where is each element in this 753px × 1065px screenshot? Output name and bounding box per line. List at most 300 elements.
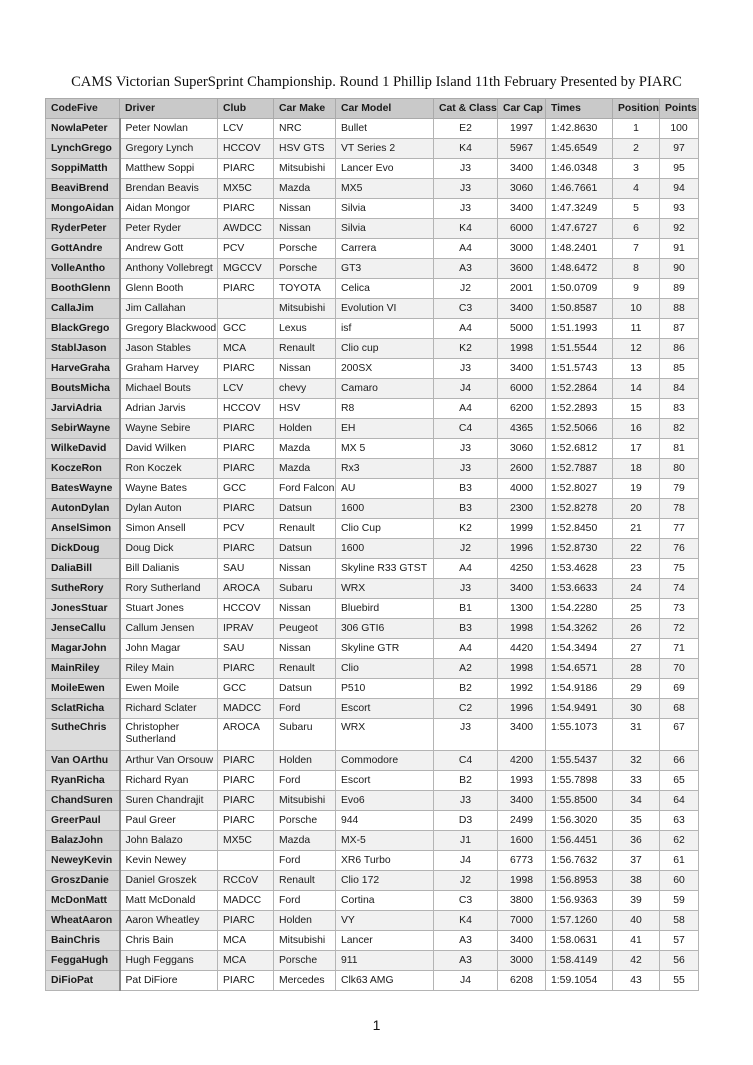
cell-car-make: Nissan	[274, 599, 336, 619]
cell-car-model: 944	[336, 811, 434, 831]
cell-car-cap: 1997	[498, 119, 546, 139]
cell-time: 1:58.4149	[546, 951, 613, 971]
cell-cat-class: C3	[434, 299, 498, 319]
cell-car-cap: 6000	[498, 219, 546, 239]
cell-driver: Chris Bain	[120, 931, 218, 951]
cell-time: 1:47.3249	[546, 199, 613, 219]
table-row	[46, 479, 699, 499]
column-header-cat-class: Cat & Class	[434, 99, 498, 119]
cell-club: PIARC	[218, 811, 274, 831]
cell-time: 1:55.8500	[546, 791, 613, 811]
cell-driver: Riley Main	[120, 659, 218, 679]
cell-car-cap: 3400	[498, 791, 546, 811]
cell-cat-class: C4	[434, 419, 498, 439]
cell-time: 1:55.1073	[546, 719, 613, 751]
cell-time: 1:52.7887	[546, 459, 613, 479]
table-row	[46, 259, 699, 279]
cell-time: 1:56.4451	[546, 831, 613, 851]
cell-position: 17	[613, 439, 660, 459]
cell-points: 80	[660, 459, 699, 479]
cell-position: 15	[613, 399, 660, 419]
cell-car-cap: 1999	[498, 519, 546, 539]
cell-club: PCV	[218, 519, 274, 539]
cell-club: PCV	[218, 239, 274, 259]
cell-driver: Stuart Jones	[120, 599, 218, 619]
cell-codefive: MongoAidan	[46, 199, 120, 219]
cell-car-make: Subaru	[274, 579, 336, 599]
cell-points: 68	[660, 699, 699, 719]
table-row	[46, 159, 699, 179]
cell-points: 93	[660, 199, 699, 219]
cell-driver: Aidan Mongor	[120, 199, 218, 219]
cell-car-make: TOYOTA	[274, 279, 336, 299]
cell-club: SAU	[218, 639, 274, 659]
cell-position: 20	[613, 499, 660, 519]
cell-club: PIARC	[218, 499, 274, 519]
cell-driver: Brendan Beavis	[120, 179, 218, 199]
cell-position: 29	[613, 679, 660, 699]
cell-club	[218, 851, 274, 871]
cell-cat-class: K2	[434, 339, 498, 359]
table-row	[46, 399, 699, 419]
cell-driver: John Balazo	[120, 831, 218, 851]
table-row	[46, 911, 699, 931]
cell-driver: Matt McDonald	[120, 891, 218, 911]
cell-car-model: AU	[336, 479, 434, 499]
cell-car-model: MX-5	[336, 831, 434, 851]
table-row	[46, 851, 699, 871]
cell-car-model: Evo6	[336, 791, 434, 811]
table-row	[46, 679, 699, 699]
cell-driver: Richard Sclater	[120, 699, 218, 719]
cell-car-cap: 2001	[498, 279, 546, 299]
cell-car-cap: 3800	[498, 891, 546, 911]
results-body	[46, 119, 699, 991]
table-row	[46, 519, 699, 539]
cell-car-model: MX5	[336, 179, 434, 199]
table-row	[46, 499, 699, 519]
cell-cat-class: K2	[434, 519, 498, 539]
cell-position: 18	[613, 459, 660, 479]
cell-cat-class: B3	[434, 619, 498, 639]
cell-time: 1:59.1054	[546, 971, 613, 991]
cell-codefive: BoutsMicha	[46, 379, 120, 399]
table-row	[46, 339, 699, 359]
cell-car-cap: 1998	[498, 659, 546, 679]
cell-points: 77	[660, 519, 699, 539]
cell-points: 87	[660, 319, 699, 339]
cell-car-make: Mazda	[274, 459, 336, 479]
cell-codefive: StablJason	[46, 339, 120, 359]
cell-car-cap: 3400	[498, 199, 546, 219]
cell-position: 26	[613, 619, 660, 639]
cell-points: 65	[660, 771, 699, 791]
cell-car-cap: 1600	[498, 831, 546, 851]
cell-car-cap: 3400	[498, 159, 546, 179]
cell-points: 88	[660, 299, 699, 319]
cell-car-cap: 1992	[498, 679, 546, 699]
cell-position: 2	[613, 139, 660, 159]
table-row	[46, 931, 699, 951]
table-row	[46, 199, 699, 219]
cell-car-cap: 6208	[498, 971, 546, 991]
cell-driver: David Wilken	[120, 439, 218, 459]
cell-car-model: 1600	[336, 539, 434, 559]
cell-driver: Rory Sutherland	[120, 579, 218, 599]
cell-codefive: FeggaHugh	[46, 951, 120, 971]
cell-codefive: MoileEwen	[46, 679, 120, 699]
cell-position: 37	[613, 851, 660, 871]
table-row	[46, 419, 699, 439]
cell-cat-class: D3	[434, 811, 498, 831]
cell-cat-class: J3	[434, 359, 498, 379]
cell-club: LCV	[218, 379, 274, 399]
cell-car-make: Porsche	[274, 239, 336, 259]
cell-time: 1:52.8278	[546, 499, 613, 519]
cell-time: 1:55.5437	[546, 751, 613, 771]
cell-car-cap: 1300	[498, 599, 546, 619]
cell-car-model: Skyline R33 GTST	[336, 559, 434, 579]
cell-car-model: Escort	[336, 699, 434, 719]
cell-car-cap: 2300	[498, 499, 546, 519]
column-header-car-model: Car Model	[336, 99, 434, 119]
cell-codefive: KoczeRon	[46, 459, 120, 479]
cell-car-model: WRX	[336, 579, 434, 599]
cell-time: 1:54.9491	[546, 699, 613, 719]
cell-car-cap: 1998	[498, 871, 546, 891]
cell-position: 38	[613, 871, 660, 891]
cell-driver: Ron Koczek	[120, 459, 218, 479]
cell-position: 9	[613, 279, 660, 299]
cell-points: 63	[660, 811, 699, 831]
cell-codefive: BalazJohn	[46, 831, 120, 851]
cell-club: MADCC	[218, 699, 274, 719]
cell-car-make: Datsun	[274, 679, 336, 699]
cell-driver: Graham Harvey	[120, 359, 218, 379]
cell-car-make: chevy	[274, 379, 336, 399]
cell-car-cap: 2499	[498, 811, 546, 831]
cell-cat-class: J2	[434, 871, 498, 891]
cell-cat-class: C3	[434, 891, 498, 911]
cell-club: IPRAV	[218, 619, 274, 639]
cell-car-cap: 1996	[498, 539, 546, 559]
cell-position: 10	[613, 299, 660, 319]
cell-points: 66	[660, 751, 699, 771]
cell-codefive: AutonDylan	[46, 499, 120, 519]
cell-driver: Adrian Jarvis	[120, 399, 218, 419]
cell-club: PIARC	[218, 159, 274, 179]
cell-cat-class: J4	[434, 971, 498, 991]
cell-club: MGCCV	[218, 259, 274, 279]
cell-points: 59	[660, 891, 699, 911]
cell-time: 1:48.2401	[546, 239, 613, 259]
cell-time: 1:48.6472	[546, 259, 613, 279]
cell-club: GCC	[218, 479, 274, 499]
cell-car-model: Commodore	[336, 751, 434, 771]
table-row	[46, 179, 699, 199]
cell-time: 1:52.2864	[546, 379, 613, 399]
cell-car-model: WRX	[336, 719, 434, 751]
cell-codefive: SebirWayne	[46, 419, 120, 439]
cell-codefive: BoothGlenn	[46, 279, 120, 299]
cell-points: 56	[660, 951, 699, 971]
cell-car-model: Lancer	[336, 931, 434, 951]
cell-driver: Gregory Blackwood	[120, 319, 218, 339]
cell-car-make: Mitsubishi	[274, 791, 336, 811]
cell-time: 1:47.6727	[546, 219, 613, 239]
table-row	[46, 459, 699, 479]
cell-codefive: DiFioPat	[46, 971, 120, 991]
cell-driver: Kevin Newey	[120, 851, 218, 871]
cell-car-model: 200SX	[336, 359, 434, 379]
cell-points: 90	[660, 259, 699, 279]
cell-cat-class: A4	[434, 639, 498, 659]
cell-club: PIARC	[218, 439, 274, 459]
cell-codefive: JarviAdria	[46, 399, 120, 419]
cell-codefive: NowlaPeter	[46, 119, 120, 139]
cell-driver: Christopher Sutherland	[120, 719, 218, 751]
cell-car-make: Porsche	[274, 259, 336, 279]
cell-car-cap: 1998	[498, 339, 546, 359]
cell-codefive: VolleAntho	[46, 259, 120, 279]
cell-points: 62	[660, 831, 699, 851]
cell-driver: Callum Jensen	[120, 619, 218, 639]
cell-car-cap: 4000	[498, 479, 546, 499]
cell-time: 1:53.6633	[546, 579, 613, 599]
cell-club: AWDCC	[218, 219, 274, 239]
cell-driver: Glenn Booth	[120, 279, 218, 299]
cell-car-make: Ford	[274, 851, 336, 871]
table-row	[46, 299, 699, 319]
cell-car-model: XR6 Turbo	[336, 851, 434, 871]
cell-cat-class: K4	[434, 911, 498, 931]
cell-codefive: BainChris	[46, 931, 120, 951]
cell-car-cap: 4365	[498, 419, 546, 439]
cell-car-make: Ford Falcon	[274, 479, 336, 499]
cell-cat-class: J3	[434, 199, 498, 219]
cell-time: 1:50.0709	[546, 279, 613, 299]
cell-codefive: DickDoug	[46, 539, 120, 559]
cell-cat-class: B2	[434, 679, 498, 699]
cell-car-make: Mitsubishi	[274, 159, 336, 179]
cell-position: 24	[613, 579, 660, 599]
cell-car-cap: 3600	[498, 259, 546, 279]
cell-driver: Gregory Lynch	[120, 139, 218, 159]
cell-time: 1:51.5743	[546, 359, 613, 379]
cell-club: PIARC	[218, 771, 274, 791]
cell-position: 13	[613, 359, 660, 379]
table-row	[46, 791, 699, 811]
cell-car-make: Nissan	[274, 559, 336, 579]
cell-club	[218, 299, 274, 319]
cell-car-model: R8	[336, 399, 434, 419]
cell-car-cap: 3400	[498, 299, 546, 319]
cell-club: MADCC	[218, 891, 274, 911]
cell-codefive: RyanRicha	[46, 771, 120, 791]
cell-car-model: Clio cup	[336, 339, 434, 359]
cell-club: PIARC	[218, 419, 274, 439]
cell-position: 42	[613, 951, 660, 971]
cell-club: PIARC	[218, 659, 274, 679]
cell-car-model: 1600	[336, 499, 434, 519]
cell-position: 1	[613, 119, 660, 139]
cell-position: 32	[613, 751, 660, 771]
cell-car-make: Peugeot	[274, 619, 336, 639]
cell-car-cap: 5967	[498, 139, 546, 159]
cell-time: 1:52.8730	[546, 539, 613, 559]
cell-time: 1:52.5066	[546, 419, 613, 439]
cell-car-cap: 5000	[498, 319, 546, 339]
cell-points: 95	[660, 159, 699, 179]
cell-cat-class: J3	[434, 179, 498, 199]
cell-car-cap: 6000	[498, 379, 546, 399]
cell-club: RCCoV	[218, 871, 274, 891]
cell-position: 25	[613, 599, 660, 619]
cell-cat-class: A3	[434, 931, 498, 951]
cell-club: AROCA	[218, 579, 274, 599]
cell-car-make: Mercedes	[274, 971, 336, 991]
cell-cat-class: B3	[434, 479, 498, 499]
cell-time: 1:46.7661	[546, 179, 613, 199]
cell-points: 72	[660, 619, 699, 639]
cell-position: 4	[613, 179, 660, 199]
table-row	[46, 871, 699, 891]
cell-car-model: VY	[336, 911, 434, 931]
cell-cat-class: A4	[434, 399, 498, 419]
cell-car-make: Renault	[274, 659, 336, 679]
table-row	[46, 319, 699, 339]
cell-position: 23	[613, 559, 660, 579]
cell-club: SAU	[218, 559, 274, 579]
cell-points: 57	[660, 931, 699, 951]
cell-club: PIARC	[218, 911, 274, 931]
cell-cat-class: J3	[434, 791, 498, 811]
cell-points: 82	[660, 419, 699, 439]
table-row	[46, 719, 699, 751]
cell-driver: Jim Callahan	[120, 299, 218, 319]
table-row	[46, 379, 699, 399]
cell-points: 97	[660, 139, 699, 159]
cell-position: 35	[613, 811, 660, 831]
cell-position: 34	[613, 791, 660, 811]
cell-car-cap: 3400	[498, 359, 546, 379]
cell-driver: Richard Ryan	[120, 771, 218, 791]
cell-car-make: Holden	[274, 751, 336, 771]
cell-club: MX5C	[218, 179, 274, 199]
cell-points: 89	[660, 279, 699, 299]
cell-car-model: GT3	[336, 259, 434, 279]
cell-car-cap: 4200	[498, 751, 546, 771]
cell-codefive: SutheChris	[46, 719, 120, 751]
cell-car-model: EH	[336, 419, 434, 439]
cell-car-model: Cortina	[336, 891, 434, 911]
cell-time: 1:52.8027	[546, 479, 613, 499]
cell-car-make: Nissan	[274, 639, 336, 659]
cell-cat-class: J3	[434, 459, 498, 479]
cell-car-model: Silvia	[336, 219, 434, 239]
cell-points: 60	[660, 871, 699, 891]
cell-position: 31	[613, 719, 660, 751]
cell-cat-class: B1	[434, 599, 498, 619]
cell-club: PIARC	[218, 791, 274, 811]
cell-points: 85	[660, 359, 699, 379]
cell-car-cap: 3400	[498, 931, 546, 951]
cell-position: 19	[613, 479, 660, 499]
cell-club: MCA	[218, 339, 274, 359]
cell-driver: Pat DiFiore	[120, 971, 218, 991]
cell-club: MX5C	[218, 831, 274, 851]
cell-points: 100	[660, 119, 699, 139]
cell-points: 61	[660, 851, 699, 871]
cell-car-model: Evolution VI	[336, 299, 434, 319]
cell-points: 92	[660, 219, 699, 239]
cell-car-make: Subaru	[274, 719, 336, 751]
cell-time: 1:50.8587	[546, 299, 613, 319]
cell-car-make: Renault	[274, 871, 336, 891]
cell-cat-class: A2	[434, 659, 498, 679]
cell-club: HCCOV	[218, 599, 274, 619]
cell-car-cap: 3000	[498, 951, 546, 971]
table-row	[46, 639, 699, 659]
cell-car-make: Ford	[274, 771, 336, 791]
cell-points: 70	[660, 659, 699, 679]
cell-position: 43	[613, 971, 660, 991]
cell-points: 74	[660, 579, 699, 599]
cell-driver: Wayne Bates	[120, 479, 218, 499]
table-row	[46, 619, 699, 639]
cell-car-make: Mitsubishi	[274, 299, 336, 319]
cell-position: 40	[613, 911, 660, 931]
cell-cat-class: A4	[434, 559, 498, 579]
cell-cat-class: J4	[434, 379, 498, 399]
cell-cat-class: E2	[434, 119, 498, 139]
cell-driver: Hugh Feggans	[120, 951, 218, 971]
cell-cat-class: C4	[434, 751, 498, 771]
table-row	[46, 279, 699, 299]
cell-time: 1:56.3020	[546, 811, 613, 831]
cell-points: 75	[660, 559, 699, 579]
cell-cat-class: C2	[434, 699, 498, 719]
table-row	[46, 219, 699, 239]
cell-points: 55	[660, 971, 699, 991]
page-number: 1	[372, 1017, 381, 1033]
cell-codefive: HarveGraha	[46, 359, 120, 379]
cell-time: 1:51.5544	[546, 339, 613, 359]
cell-time: 1:46.0348	[546, 159, 613, 179]
table-row	[46, 119, 699, 139]
cell-club: PIARC	[218, 751, 274, 771]
cell-points: 84	[660, 379, 699, 399]
column-header-club: Club	[218, 99, 274, 119]
cell-position: 39	[613, 891, 660, 911]
cell-club: PIARC	[218, 199, 274, 219]
cell-position: 21	[613, 519, 660, 539]
cell-points: 64	[660, 791, 699, 811]
cell-driver: Doug Dick	[120, 539, 218, 559]
cell-position: 16	[613, 419, 660, 439]
cell-driver: Peter Nowlan	[120, 119, 218, 139]
cell-time: 1:54.6571	[546, 659, 613, 679]
cell-codefive: WheatAaron	[46, 911, 120, 931]
cell-codefive: WilkeDavid	[46, 439, 120, 459]
cell-time: 1:57.1260	[546, 911, 613, 931]
results-table	[45, 98, 699, 991]
cell-position: 41	[613, 931, 660, 951]
cell-driver: John Magar	[120, 639, 218, 659]
cell-codefive: GroszDanie	[46, 871, 120, 891]
cell-car-make: Nissan	[274, 219, 336, 239]
cell-codefive: BlackGrego	[46, 319, 120, 339]
